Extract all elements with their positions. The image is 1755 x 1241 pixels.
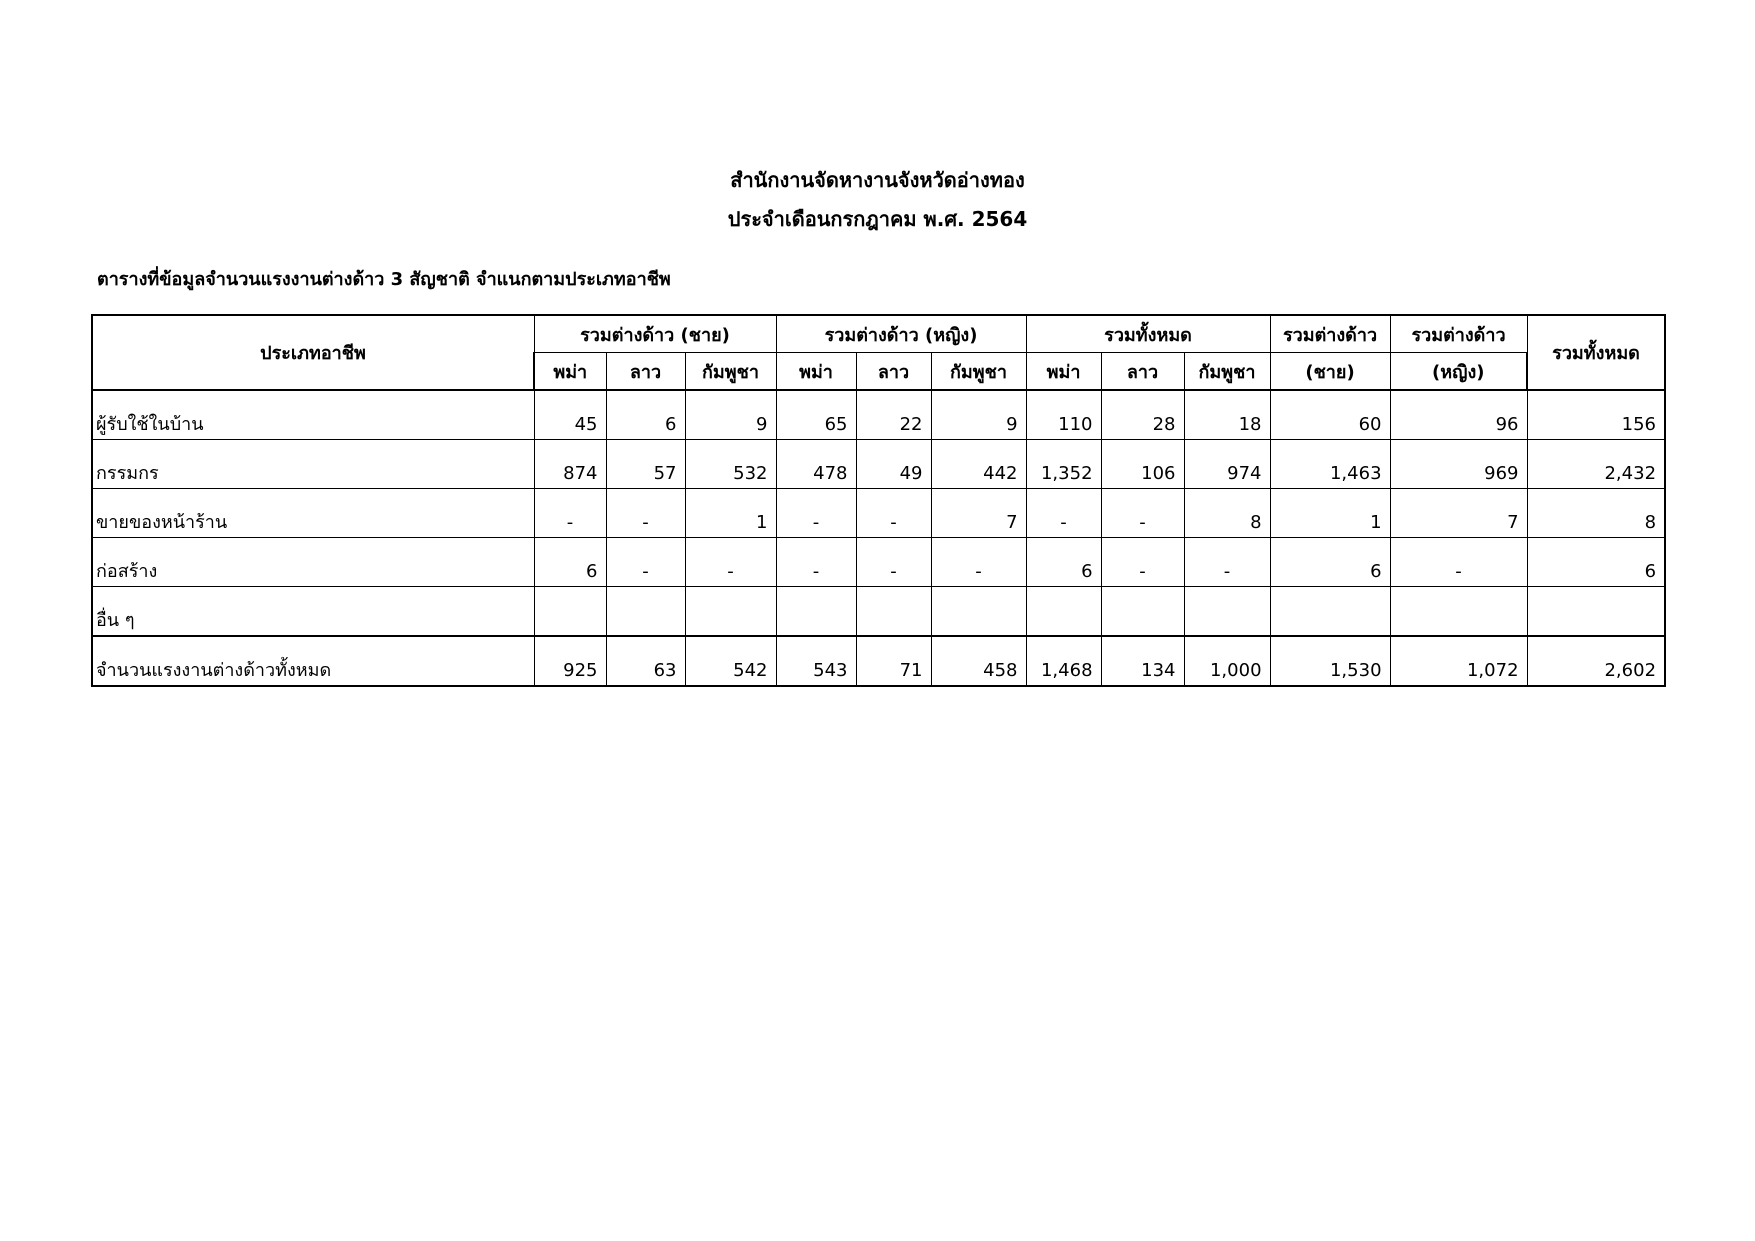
table-cell: 1,352 bbox=[1026, 440, 1101, 489]
table-cell: 458 bbox=[931, 636, 1026, 686]
table-cell: 60 bbox=[1270, 390, 1390, 440]
table-cell bbox=[931, 587, 1026, 637]
table-cell: 1,072 bbox=[1390, 636, 1527, 686]
header-sum-male-line2: (ชาย) bbox=[1270, 353, 1390, 391]
table-cell: 542 bbox=[685, 636, 776, 686]
table-cell: 442 bbox=[931, 440, 1026, 489]
table-cell: 1,000 bbox=[1184, 636, 1270, 686]
table-cell: 532 bbox=[685, 440, 776, 489]
table-cell: 9 bbox=[931, 390, 1026, 440]
table-cell: 543 bbox=[776, 636, 856, 686]
table-cell bbox=[1026, 587, 1101, 637]
table-cell: 6 bbox=[534, 538, 606, 587]
header-myanmar-total: พม่า bbox=[1026, 353, 1101, 391]
header-laos-male: ลาว bbox=[606, 353, 685, 391]
table-cell: 134 bbox=[1101, 636, 1184, 686]
table-cell: 71 bbox=[856, 636, 931, 686]
table-cell: 6 bbox=[1527, 538, 1665, 587]
table-cell: 106 bbox=[1101, 440, 1184, 489]
header-cambodia-male: กัมพูชา bbox=[685, 353, 776, 391]
table-cell: - bbox=[1390, 538, 1527, 587]
table-cell: 22 bbox=[856, 390, 931, 440]
header-sum-male-line1: รวมต่างด้าว bbox=[1270, 315, 1390, 353]
table-cell: - bbox=[606, 538, 685, 587]
header-row-groups bbox=[92, 315, 1665, 353]
table-cell: 156 bbox=[1527, 390, 1665, 440]
row-label: จำนวนแรงงานต่างด้าวทั้งหมด bbox=[92, 636, 534, 686]
table-cell: 49 bbox=[856, 440, 931, 489]
header-myanmar-female: พม่า bbox=[776, 353, 856, 391]
table-row bbox=[92, 538, 1665, 587]
table-cell: - bbox=[534, 489, 606, 538]
table-cell: - bbox=[856, 538, 931, 587]
table-cell bbox=[685, 587, 776, 637]
report-title: สำนักงานจัดหางานจังหวัดอ่างทอง bbox=[730, 168, 1025, 192]
table-cell: 7 bbox=[1390, 489, 1527, 538]
table-cell bbox=[1390, 587, 1527, 637]
table-row bbox=[92, 440, 1665, 489]
header-sum-female-line2: (หญิง) bbox=[1390, 353, 1527, 391]
table-cell: 45 bbox=[534, 390, 606, 440]
table-cell bbox=[606, 587, 685, 637]
table-cell bbox=[1527, 587, 1665, 637]
header-grand-total: รวมทั้งหมด bbox=[1527, 315, 1665, 390]
table-cell: 2,432 bbox=[1527, 440, 1665, 489]
header-occupation: ประเภทอาชีพ bbox=[92, 315, 534, 390]
row-label: กรรมกร bbox=[92, 440, 534, 489]
table-cell: 96 bbox=[1390, 390, 1527, 440]
table-cell: 8 bbox=[1184, 489, 1270, 538]
table-cell: 65 bbox=[776, 390, 856, 440]
table-cell: - bbox=[1101, 489, 1184, 538]
table-caption: ตารางที่ข้อมูลจำนวนแรงงานต่างด้าว 3 สัญชาติ จำแนกตามประเภทอาชีพ bbox=[97, 269, 671, 290]
table-cell: 28 bbox=[1101, 390, 1184, 440]
table-cell bbox=[856, 587, 931, 637]
header-cambodia-total: กัมพูชา bbox=[1184, 353, 1270, 391]
row-label: ขายของหน้าร้าน bbox=[92, 489, 534, 538]
table-cell: 1 bbox=[1270, 489, 1390, 538]
header-laos-female: ลาว bbox=[856, 353, 931, 391]
table-body bbox=[92, 390, 1665, 686]
row-label: อื่น ๆ bbox=[92, 587, 534, 637]
header-cambodia-female: กัมพูชา bbox=[931, 353, 1026, 391]
table-row bbox=[92, 390, 1665, 440]
table-cell: 1,530 bbox=[1270, 636, 1390, 686]
table-cell: 110 bbox=[1026, 390, 1101, 440]
table-cell: 63 bbox=[606, 636, 685, 686]
table-cell bbox=[534, 587, 606, 637]
table-cell: 1,468 bbox=[1026, 636, 1101, 686]
row-label: ก่อสร้าง bbox=[92, 538, 534, 587]
table-cell: 1 bbox=[685, 489, 776, 538]
table-cell: 974 bbox=[1184, 440, 1270, 489]
table-cell bbox=[1270, 587, 1390, 637]
table-cell: 969 bbox=[1390, 440, 1527, 489]
table-cell: 478 bbox=[776, 440, 856, 489]
table-cell: - bbox=[1184, 538, 1270, 587]
table-cell: 2,602 bbox=[1527, 636, 1665, 686]
row-label: ผู้รับใช้ในบ้าน bbox=[92, 390, 534, 440]
header-group-male: รวมต่างด้าว (ชาย) bbox=[534, 315, 776, 353]
header-sum-female-line1: รวมต่างด้าว bbox=[1390, 315, 1527, 353]
table-cell: - bbox=[1101, 538, 1184, 587]
report-period: ประจำเดือนกรกฎาคม พ.ศ. 2564 bbox=[727, 207, 1028, 231]
header-myanmar-male: พม่า bbox=[534, 353, 606, 391]
table-cell: 8 bbox=[1527, 489, 1665, 538]
table-cell: - bbox=[685, 538, 776, 587]
table-cell: 7 bbox=[931, 489, 1026, 538]
table-cell: - bbox=[1026, 489, 1101, 538]
table-cell: - bbox=[776, 538, 856, 587]
occupation-table bbox=[91, 314, 1666, 687]
table-cell bbox=[1184, 587, 1270, 637]
header-group-total: รวมทั้งหมด bbox=[1026, 315, 1270, 353]
table-cell bbox=[776, 587, 856, 637]
table-cell: 57 bbox=[606, 440, 685, 489]
table-cell: - bbox=[606, 489, 685, 538]
table-cell bbox=[1101, 587, 1184, 637]
table-cell: 925 bbox=[534, 636, 606, 686]
header-laos-total: ลาว bbox=[1101, 353, 1184, 391]
table-cell: - bbox=[776, 489, 856, 538]
table-cell: 18 bbox=[1184, 390, 1270, 440]
table-cell: 874 bbox=[534, 440, 606, 489]
table-cell: 9 bbox=[685, 390, 776, 440]
table-cell: 6 bbox=[606, 390, 685, 440]
table-cell: - bbox=[856, 489, 931, 538]
table-row bbox=[92, 636, 1665, 686]
table-cell: 6 bbox=[1026, 538, 1101, 587]
table-cell: 1,463 bbox=[1270, 440, 1390, 489]
table-row bbox=[92, 489, 1665, 538]
table-cell: 6 bbox=[1270, 538, 1390, 587]
table-cell: - bbox=[931, 538, 1026, 587]
header-group-female: รวมต่างด้าว (หญิง) bbox=[776, 315, 1026, 353]
table-row bbox=[92, 587, 1665, 637]
